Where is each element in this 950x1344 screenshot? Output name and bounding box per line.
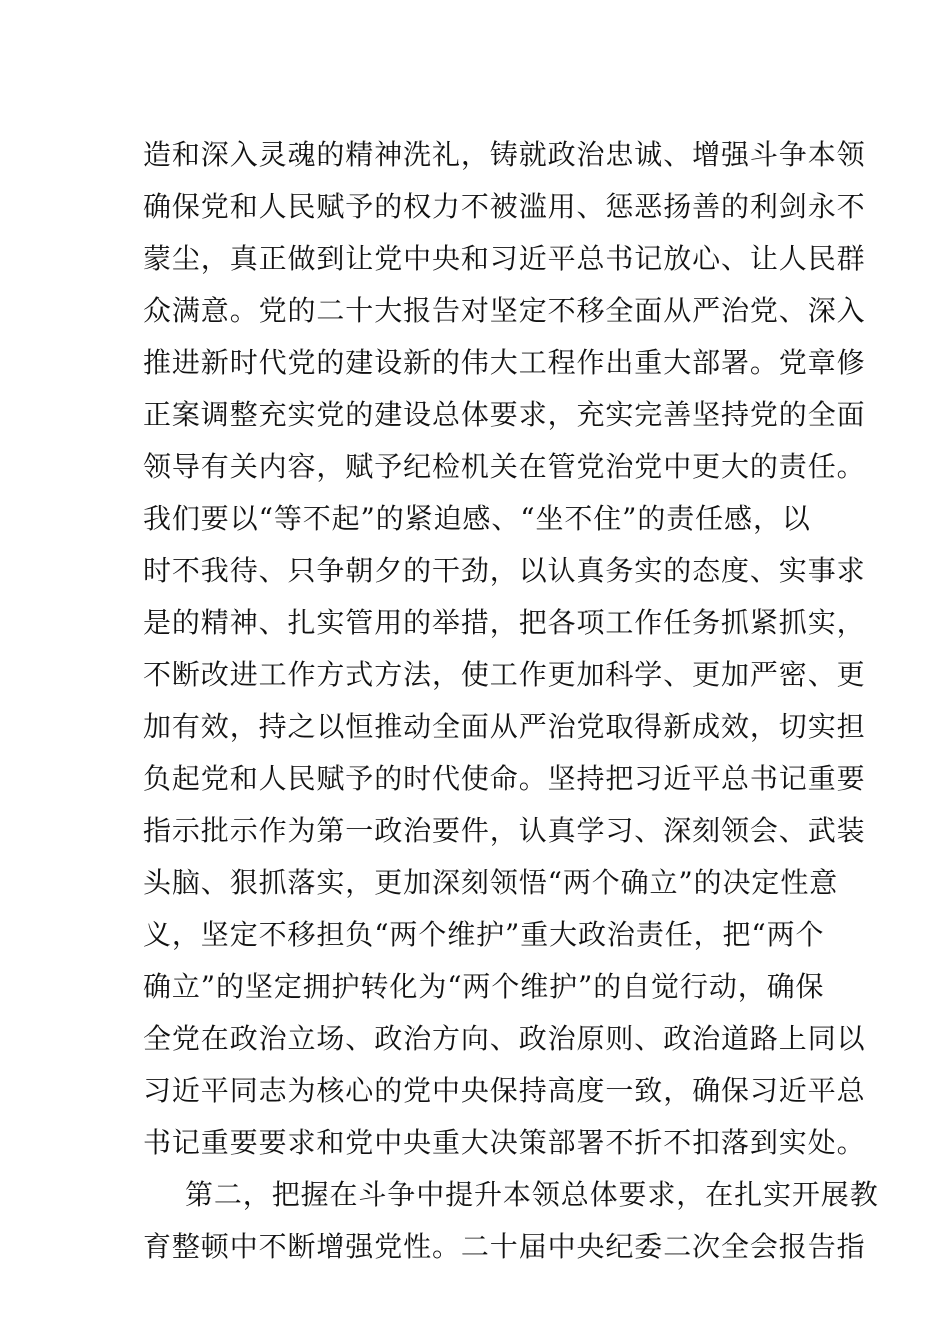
text-line: 育整顿中不断增强党性。二十届中央纪委二次全会报告指 bbox=[143, 1230, 866, 1263]
text-line: 确立”的坚定拥护转化为“两个维护”的自觉行动，确保 bbox=[143, 970, 825, 1003]
text-line: 加有效，持之以恒推动全面从严治党取得新成效，切实担 bbox=[143, 710, 866, 743]
text-line: 正案调整充实党的建设总体要求，充实完善坚持党的全面 bbox=[143, 398, 866, 431]
text-line: 指示批示作为第一政治要件，认真学习、深刻领会、武装 bbox=[143, 814, 866, 847]
text-line: 推进新时代党的建设新的伟大工程作出重大部署。党章修 bbox=[143, 346, 866, 379]
text-line: 全党在政治立场、政治方向、政治原则、政治道路上同以 bbox=[143, 1022, 866, 1055]
text-line: 蒙尘，真正做到让党中央和习近平总书记放心、让人民群 bbox=[143, 242, 866, 275]
text-line: 习近平同志为核心的党中央保持高度一致，确保习近平总 bbox=[143, 1074, 866, 1107]
text-line: 是的精神、扎实管用的举措，把各项工作任务抓紧抓实， bbox=[143, 606, 866, 639]
text-line: 义，坚定不移担负“两个维护”重大政治责任，把“两个 bbox=[143, 918, 825, 951]
text-line: 负起党和人民赋予的时代使命。坚持把习近平总书记重要 bbox=[143, 762, 866, 795]
text-line: 造和深入灵魂的精神洗礼，铸就政治忠诚、增强斗争本领 bbox=[143, 138, 866, 171]
text-line: 领导有关内容，赋予纪检机关在管党治党中更大的责任。 bbox=[143, 450, 866, 483]
text-line: 头脑、狠抓落实，更加深刻领悟“两个确立”的决定性意 bbox=[143, 866, 839, 899]
paragraph-start-line: 第二，把握在斗争中提升本领总体要求，在扎实开展教 bbox=[185, 1178, 879, 1211]
text-line: 书记重要要求和党中央重大决策部署不折不扣落到实处。 bbox=[143, 1126, 866, 1159]
text-line: 不断改进工作方式方法，使工作更加科学、更加严密、更 bbox=[143, 658, 866, 691]
text-line: 我们要以“等不起”的紧迫感、“坐不住”的责任感，以 bbox=[143, 502, 811, 535]
text-line: 时不我待、只争朝夕的干劲，以认真务实的态度、实事求 bbox=[143, 554, 866, 587]
text-line: 确保党和人民赋予的权力不被滥用、惩恶扬善的利剑永不 bbox=[143, 190, 866, 223]
body-text bbox=[143, 129, 879, 1273]
text-line: 众满意。党的二十大报告对坚定不移全面从严治党、深入 bbox=[143, 294, 866, 327]
